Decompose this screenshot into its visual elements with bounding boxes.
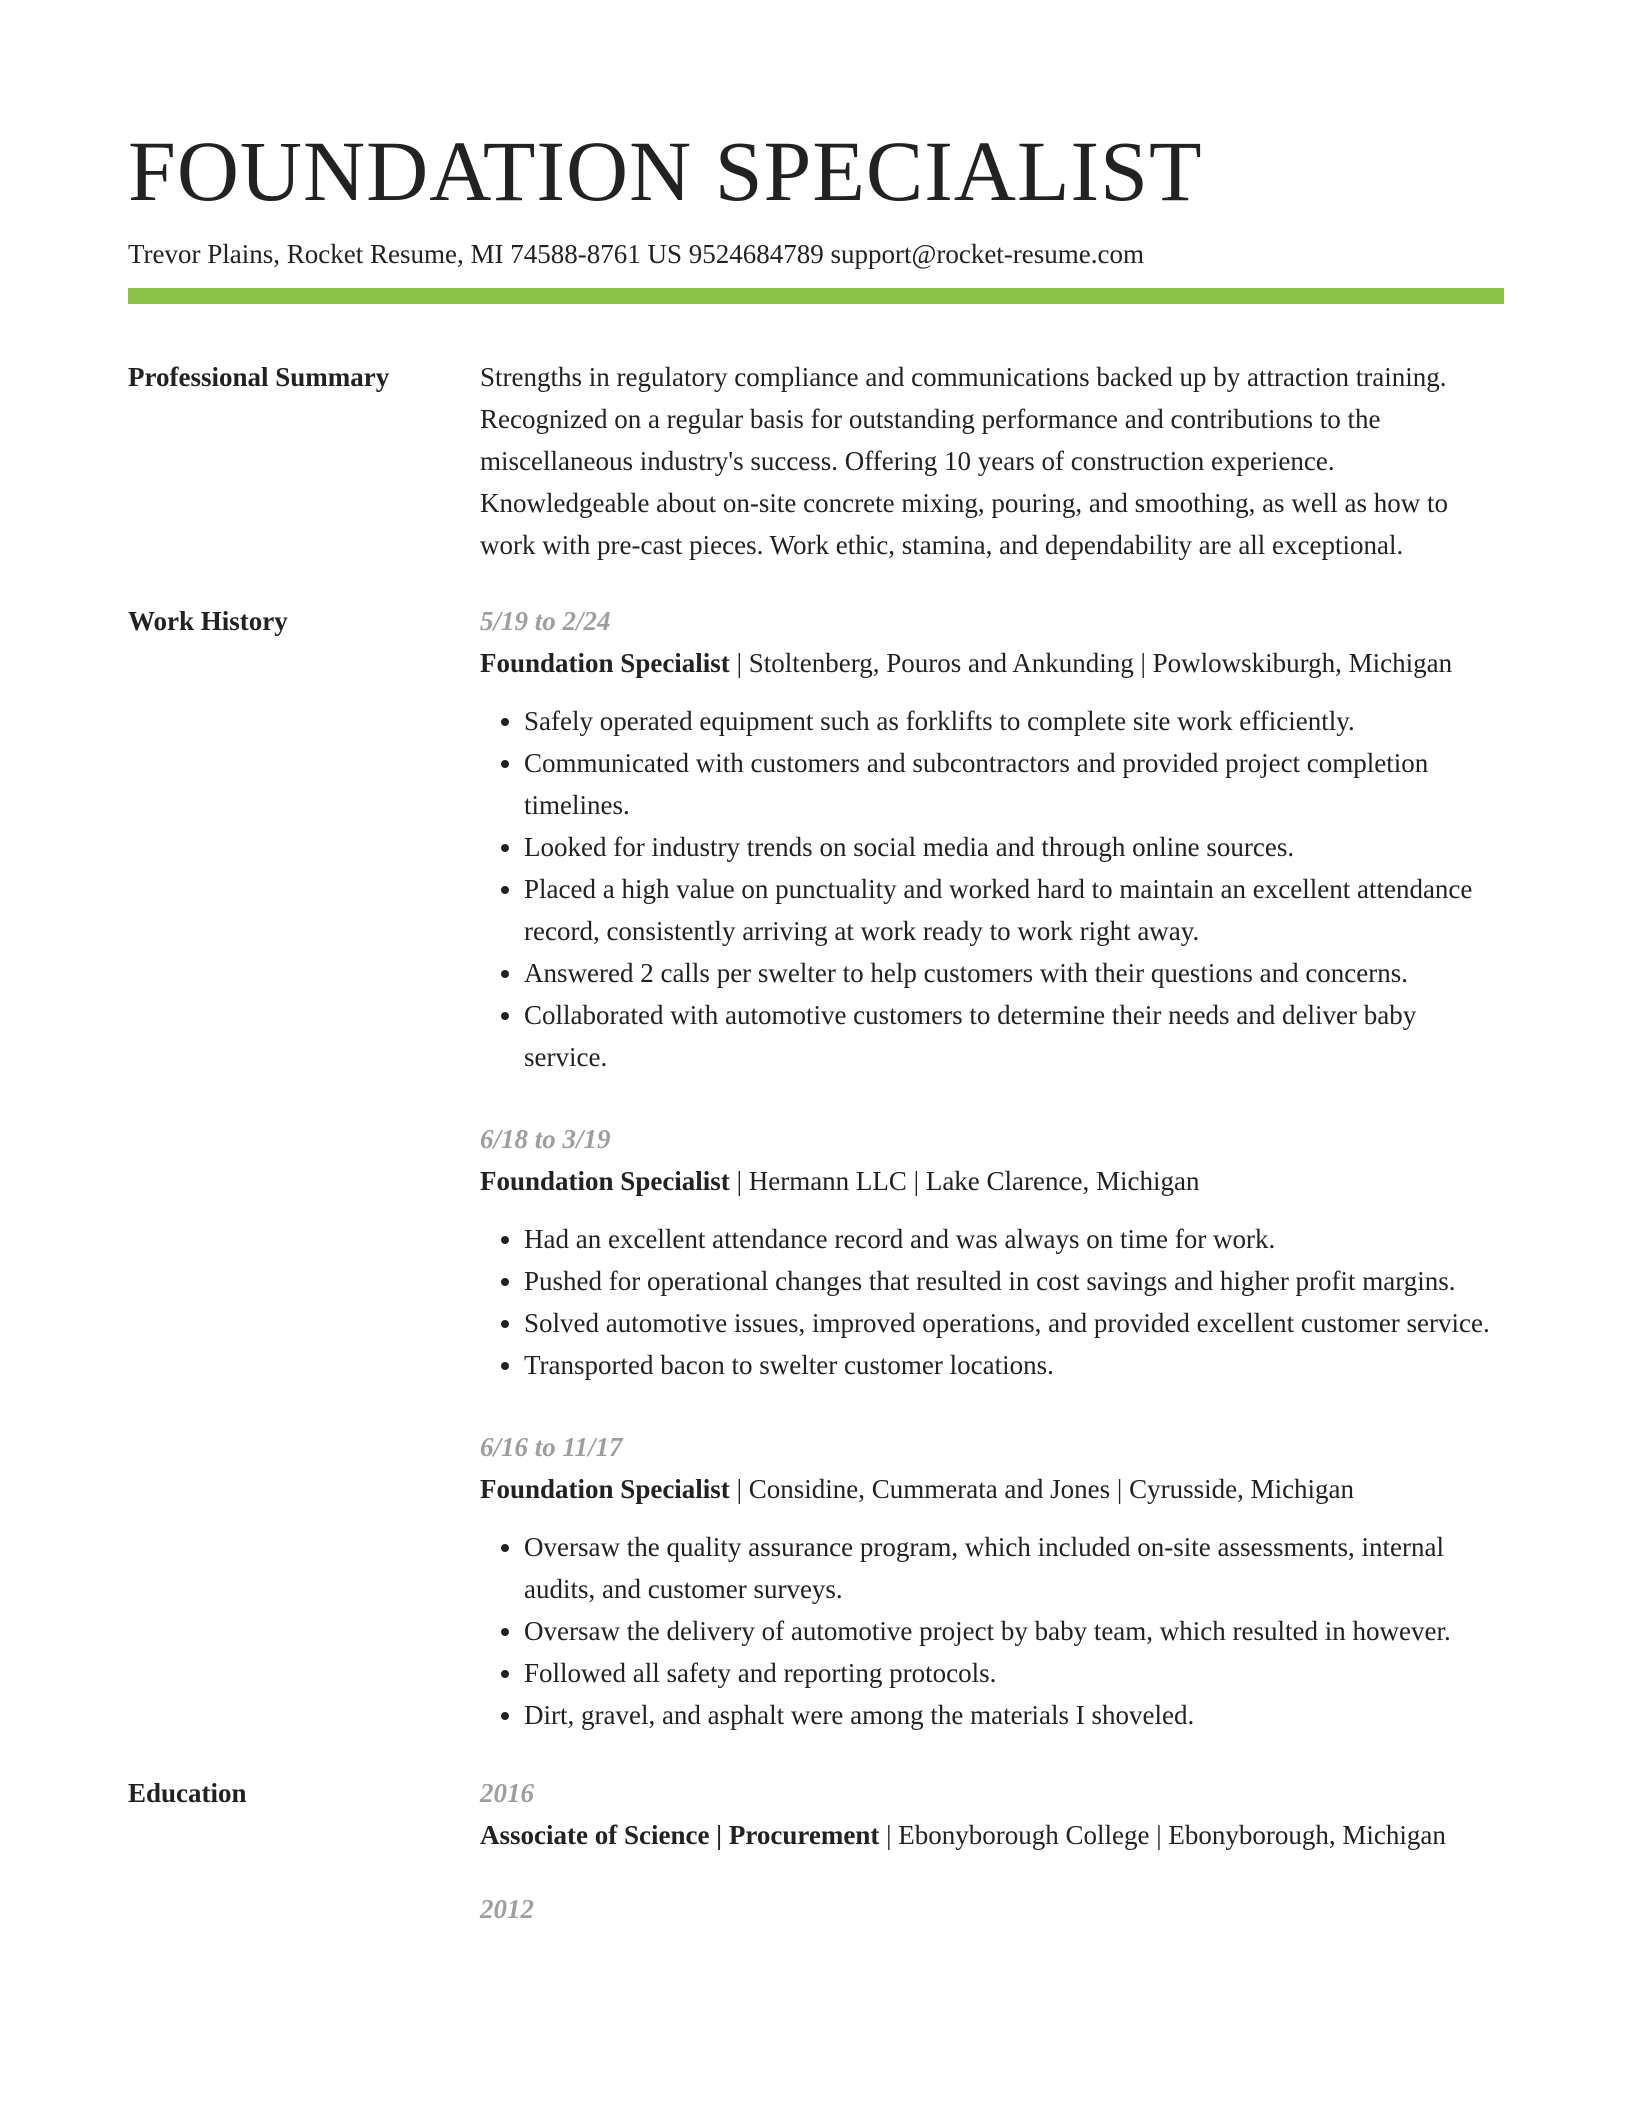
job-bullet: • Communicated with customers and subcontractors and provided project completion timelines. (524, 742, 1504, 826)
job-title: Foundation Specialist (480, 1474, 730, 1504)
job-bullet: • Pushed for operational changes that resulted in cost savings and higher profit margins. (524, 1260, 1504, 1302)
work-history-list (480, 600, 1504, 1736)
job-date: 6/18 to 3/19 (480, 1124, 611, 1154)
job-entry (480, 1118, 1504, 1386)
summary-text: Strengths in regulatory compliance and communications backed up by attraction training. Recognized on a regular basis for outstanding performance and contributions to the miscellaneous industry's success. Offering 10 years of construction experience. Knowledgeable about on-site concrete mixing, pouring, and smoothing, as well as how to work with pre-cast pieces. Work ethic, stamina, and dependability are all exceptional. (480, 362, 1449, 560)
resume-title: FOUNDATION SPECIALIST (128, 123, 1203, 219)
accent-divider (128, 288, 1504, 304)
job-heading (480, 642, 1504, 684)
job-bullet: • Placed a high value on punctuality and worked hard to maintain an excellent attendance record, consistently arriving at work ready to work right away. (524, 868, 1504, 952)
job-entry (480, 1426, 1504, 1736)
job-date: 6/16 to 11/17 (480, 1432, 623, 1462)
job-bullet: • Looked for industry trends on social media and through online sources. (524, 826, 1504, 868)
job-bullet: • Safely operated equipment such as forklifts to complete site work efficiently. (524, 700, 1504, 742)
summary-section (128, 356, 1504, 566)
job-bullet: • Transported bacon to swelter customer locations. (524, 1344, 1504, 1386)
job-bullet: • Solved automotive issues, improved operations, and provided excellent customer service. (524, 1302, 1504, 1344)
education-date: 2016 (480, 1778, 534, 1808)
job-details: | Considine, Cummerata and Jones | Cyrusside, Michigan (729, 1474, 1355, 1504)
job-title: Foundation Specialist (480, 1166, 730, 1196)
education-list (480, 1772, 1504, 1930)
education-details: | Ebonyborough College | Ebonyborough, Michigan (879, 1820, 1446, 1850)
education-heading (480, 1814, 1504, 1856)
resume-page (128, 118, 1504, 1930)
education-section (128, 1772, 1504, 1930)
job-bullets (480, 700, 1504, 1078)
job-bullet: • Oversaw the delivery of automotive project by baby team, which resulted in however. (524, 1610, 1504, 1652)
job-bullets (480, 1218, 1504, 1386)
education-degree: Associate of Science | Procurement (480, 1820, 880, 1850)
job-title: Foundation Specialist (480, 648, 730, 678)
job-bullet: • Had an excellent attendance record and was always on time for work. (524, 1218, 1504, 1260)
job-details: | Hermann LLC | Lake Clarence, Michigan (729, 1166, 1200, 1196)
job-bullet: • Collaborated with automotive customers to determine their needs and deliver baby service. (524, 994, 1504, 1078)
work-history-section (128, 600, 1504, 1736)
job-entry (480, 600, 1504, 1078)
job-bullet: • Oversaw the quality assurance program, which included on-site assessments, internal audits, and customer surveys. (524, 1526, 1504, 1610)
education-date: 2012 (480, 1894, 534, 1924)
job-heading (480, 1160, 1504, 1202)
job-details: | Stoltenberg, Pouros and Ankunding | Powlowskiburgh, Michigan (729, 648, 1453, 678)
education-entry (480, 1888, 1504, 1930)
section-label-summary: Professional Summary (128, 362, 390, 392)
contact-line: Trevor Plains, Rocket Resume, MI 74588-8761 US 9524684789 support@rocket-resume.com (128, 239, 1145, 269)
section-label-education: Education (128, 1778, 247, 1808)
job-bullets (480, 1526, 1504, 1736)
section-label-work-history: Work History (128, 606, 288, 636)
job-bullet: • Dirt, gravel, and asphalt were among the materials I shoveled. (524, 1694, 1504, 1736)
job-heading (480, 1468, 1504, 1510)
job-bullet: • Answered 2 calls per swelter to help customers with their questions and concerns. (524, 952, 1504, 994)
education-entry (480, 1772, 1504, 1856)
job-date: 5/19 to 2/24 (480, 606, 611, 636)
job-bullet: • Followed all safety and reporting protocols. (524, 1652, 1504, 1694)
